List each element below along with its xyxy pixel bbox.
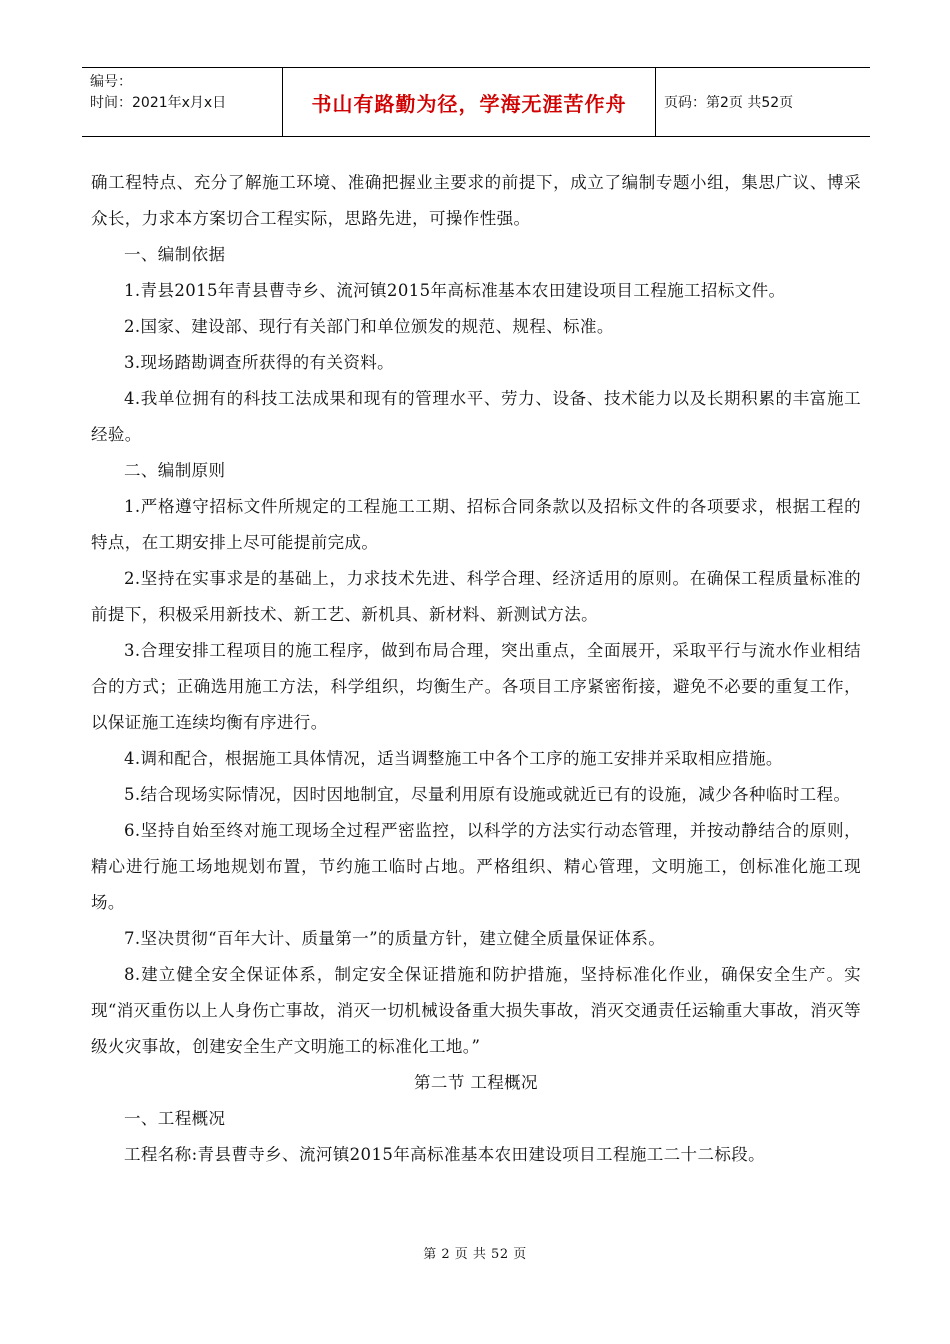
principle-item-8: 8.建立健全安全保证体系，制定安全保证措施和防护措施，坚持标准化作业，确保安全生产。实现“消灭重伤以上人身伤亡事故，消灭一切机械设备重大损失事故，消灭交通责任运输重大事故，消灭等级火灾事故，创建安全生产文明施工的标准化工地。”: [91, 965, 861, 1056]
basis-item-3: 3.现场踏勘调查所获得的有关资料。: [124, 353, 395, 372]
document-date-label: 时间：2021年x月x日: [90, 95, 227, 111]
header-page-number: 页码：第2页 共52页: [664, 95, 794, 111]
principle-item-2: 2.坚持在实事求是的基础上，力求技术先进、科学合理、经济适用的原则。在确保工程质量标准的前提下，积极采用新技术、新工艺、新机具、新材料、新测试方法。: [91, 569, 861, 624]
page-footer: 第 2 页 共 52 页: [423, 1247, 527, 1262]
project-name: 工程名称:青县曹寺乡、流河镇2015年高标准基本农田建设项目工程施工二十二标段。: [124, 1145, 766, 1164]
basis-item-2: 2.国家、建设部、现行有关部门和单位颁发的规范、规程、标准。: [124, 317, 614, 336]
principle-item-4: 4.调和配合，根据施工具体情况，适当调整施工中各个工序的施工安排并采取相应措施。: [124, 749, 783, 768]
document-number-label: 编号：: [90, 74, 132, 90]
header-motto: 书山有路勤为径，学海无涯苦作舟: [283, 68, 656, 136]
principle-item-3: 3.合理安排工程项目的施工程序，做到布局合理，突出重点，全面展开，采取平行与流水作业相结合的方式；正确选用施工方法，科学组织，均衡生产。各项目工序紧密衔接，避免不必要的重复工作，以保证施工连续均衡有序进行。: [91, 641, 861, 732]
page-header: [82, 67, 870, 137]
heading-compilation-basis: 一、编制依据: [124, 245, 226, 264]
basis-item-1: 1.青县2015年青县曹寺乡、流河镇2015年高标准基本农田建设项目工程施工招标文件。: [124, 281, 786, 300]
header-meta: [82, 68, 283, 136]
heading-compilation-principles: 二、编制原则: [124, 461, 226, 480]
heading-project-overview: 一、工程概况: [124, 1109, 226, 1128]
document-body: [91, 165, 861, 1173]
principle-item-6: 6.坚持自始至终对施工现场全过程严密监控，以科学的方法实行动态管理，并按动静结合的原则，精心进行施工场地规划布置，节约施工临时占地。严格组织、精心管理，文明施工，创标准化施工现场。: [91, 821, 861, 912]
principle-item-7: 7.坚决贯彻“百年大计、质量第一”的质量方针，建立健全质量保证体系。: [124, 929, 666, 948]
principle-item-5: 5.结合现场实际情况，因时因地制宜，尽量利用原有设施或就近已有的设施，减少各种临时工程。: [124, 785, 851, 804]
section-title: 第二节 工程概况: [414, 1073, 538, 1092]
basis-item-4: 4.我单位拥有的科技工法成果和现有的管理水平、劳力、设备、技术能力以及长期积累的丰富施工经验。: [91, 389, 861, 444]
paragraph-continuation: 确工程特点、充分了解施工环境、准确把握业主要求的前提下，成立了编制专题小组，集思广议、博采众长，力求本方案切合工程实际，思路先进，可操作性强。: [91, 173, 861, 228]
principle-item-1: 1.严格遵守招标文件所规定的工程施工工期、招标合同条款以及招标文件的各项要求，根据工程的特点，在工期安排上尽可能提前完成。: [91, 497, 861, 552]
